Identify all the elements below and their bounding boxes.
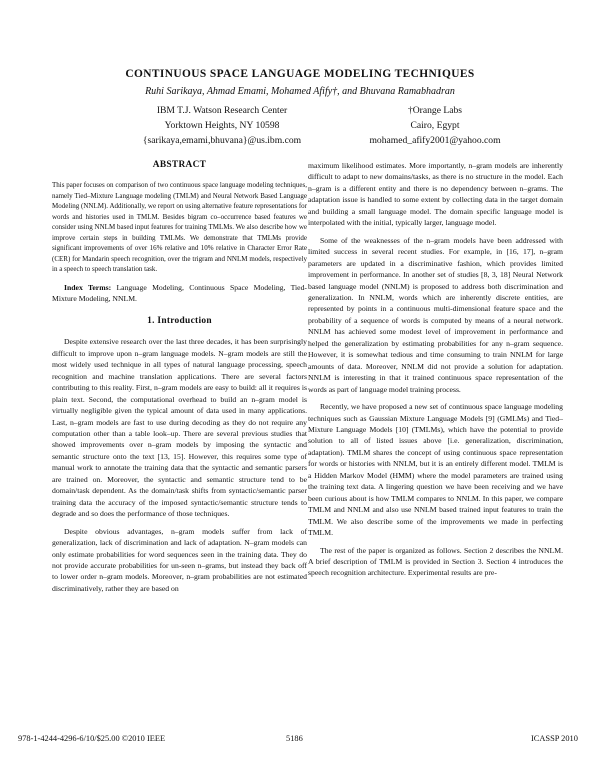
body-paragraph: Despite obvious advantages, n–gram models suffer from lack of generalization, lack of discrimination and lack of adaptation. N–gram models can only estimate probabilities for word sequences seen in the training data. They do not provide accurate probabilities for un-seen n–grams, but instead they back off to lower order n–gram models. Moreover, n–gram probabilities are not estimated discriminatively, rather they are based on xyxy=(52,526,307,593)
right-column xyxy=(308,160,563,579)
left-column xyxy=(52,160,307,594)
abstract-text: This paper focuses on comparison of two continuous space language modeling techniques, namely Tied–Mixture Language modeling (TMLM) and Neural Network Based Language Modeling (NNLM). Additionally, we report on using alternative feature representations for words and histories used in TMLM. Besides bigram co–occurrence based features we consider using NNLM based input features for training TMLMs. We also describe how we improve certain steps in building TMLMs. We demonstrate that TMLMs provide significant improvements of over 16% relative and 10% relative in Character Error Rate (CER) for Mandarin speech recognition, over the trigram and NNLM models, respectively in a speech to speech translation task. xyxy=(52,181,307,274)
body-paragraph: The rest of the paper is organized as follows. Section 2 describes the NNLM. A brief description of TMLM is provided in Section 3. Section 4 introduces the speech recognition architecture. Experimental results are pre- xyxy=(308,545,563,578)
index-terms-label: Index Terms: xyxy=(64,282,112,292)
affiliation-orange xyxy=(350,103,520,148)
author-list: Ruhi Sarikaya, Ahmad Emami, Mohamed Afify†, and Bhuvana Ramabhadran xyxy=(145,86,455,97)
index-terms-text: Language Modeling, Continuous Space Modeling, Tied-Mixture Modeling, NNLM. xyxy=(52,282,307,303)
body-paragraph: Despite extensive research over the last three decades, it has been surprisingly difficult to improve upon n–gram language models. N–gram models are still the most widely used technique in all types of natural language processing, speech recognition and machine translation applications. There are several factors contributing to this reality. First, n–gram models are easy to build: all it requires is plain text. Second, the computational overhead to build an n–gram model is virtually negligible given the typical amount of data used in many applications. Last, n–gram models are fast to use during decoding as they do not require any computation other than a table look–up. There are several previous studies that showed improvements over n–gram models by imposing the syntactic and semantic structure onto the text [13, 15]. However, this requires some type of manual work to annotate the training data that the syntactic and semantic parsers are trained on. Moreover, the syntactic and semantic structure tend to be domain/task dependent. As the domain/task shifts from syntactic/semantic parser training data the accuracy of the imposed syntactic/semantic structure tends to degrade and so does the performance of those techniques. xyxy=(52,337,307,519)
body-paragraph: Some of the weaknesses of the n–gram models have been addressed with limited success in several recent studies. For example, in [16, 17], n–gram parameters are updated in a discriminative fashion, which provides limited improvement in performance. In another set of studies [8, 3, 18] Neural Network based language model (NNLM) is proposed to address both discrimination and generalization. In NNLM, words which are inherently discrete entities, are represented by points in a continuous multi-dimensional feature space and the probability of a sequence of words is computed by means of a neural network. NNLM has achieved some modest level of improvement in performance and helped the generalization by estimating probabilities for any n–gram sequence. However, it is somewhat tedious and time consuming to train NNLM for large amounts of data. Moreover, NNLM did not provide a solution for adaptation. NNLM is interesting in that it trained continuous space representation of the words as part of language model training process. xyxy=(308,235,563,394)
index-terms xyxy=(52,282,307,304)
abstract-heading: ABSTRACT xyxy=(152,160,207,170)
abstract-body xyxy=(52,180,307,275)
footer-venue: ICASSP 2010 xyxy=(531,734,578,743)
affiliation-email: mohamed_afify2001@yahoo.com xyxy=(369,135,501,146)
paper-title: CONTINUOUS SPACE LANGUAGE MODELING TECHNIQUES xyxy=(125,68,475,80)
affiliation-ibm xyxy=(112,103,332,148)
body-paragraph: Recently, we have proposed a new set of continuous space language modeling techniques such as Gaussian Mixture Language Models [9] (GMLMs) and Tied–Mixture Language Models [10] (TMLMs), which have the potential to provide solution to all of listed issues above [i.e. generalization, discrimination, adaptation). TMLM shares the concept of using continuous space representation for words or histories with NNLM, but it is an entirely different model. TMLM is a Hidden Markov Model (HMM) where the model parameters are trained using the training text data. A lingering question we have been receiving and we have been curious about is how TMLM compares to NNLM. In this paper, we compare TMLM and NNLM and also use NNLM based trained input features to train the TMLM. We also describe some of the improvements we made in perfecting TMLM. xyxy=(308,402,563,538)
footer-isbn: 978-1-4244-4296-6/10/$25.00 ©2010 IEEE xyxy=(18,734,166,743)
affiliation-email: {sarikaya,emami,bhuvana}@us.ibm.com xyxy=(142,135,302,146)
intro-heading: 1. Introduction xyxy=(147,315,212,326)
footer-page-number: 5186 xyxy=(286,734,303,743)
affiliation-line: IBM T.J. Watson Research Center xyxy=(156,105,288,116)
affiliation-line: Cairo, Egypt xyxy=(410,120,460,131)
affiliation-line: Yorktown Heights, NY 10598 xyxy=(164,120,280,131)
affiliation-line: †Orange Labs xyxy=(407,105,463,116)
body-paragraph: maximum likelihood estimates. More importantly, n–gram models are inherently difficult to adapt to new domains/tasks, as there is no structure in the model. Each n–gram is a different entity and there is no dependency between n–grams. The adaptation issue is handled to some extent by collecting data in the target domain and building a small language model. The domain specific language model is interpolated with the initial, typically larger, language model. xyxy=(308,161,563,228)
